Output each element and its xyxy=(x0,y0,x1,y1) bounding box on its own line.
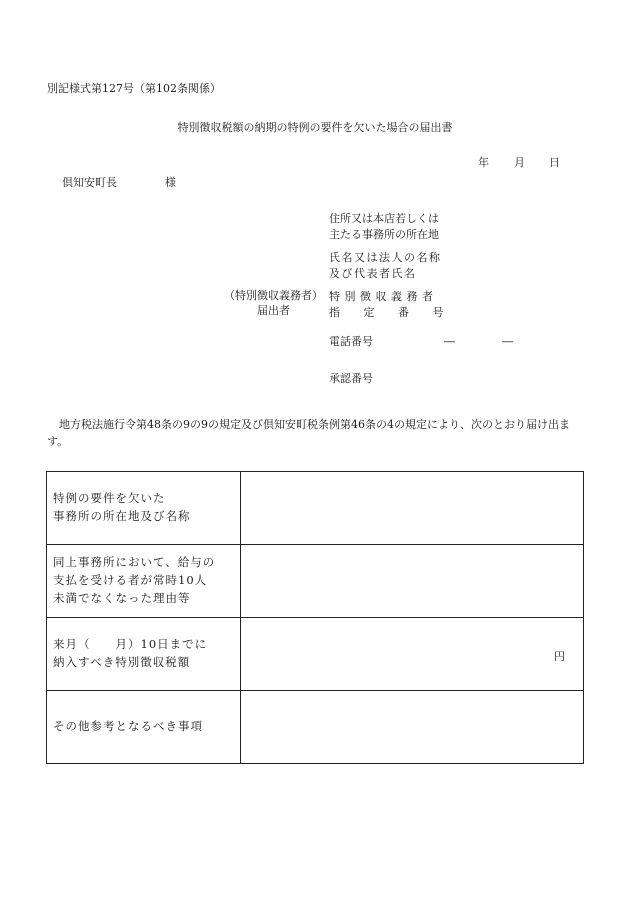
phone-label: 電話番号 xyxy=(329,335,373,348)
row-label-line: 納入すべき特別徴収税額 xyxy=(53,655,191,669)
row-label-reason xyxy=(47,545,241,618)
yen-unit: 円 xyxy=(554,650,565,663)
row-label-line: 来月（ 月）10日までに xyxy=(53,637,208,652)
date-month-label: 月 xyxy=(514,156,525,169)
notification-table xyxy=(46,471,584,764)
approval-number-label: 承認番号 xyxy=(329,372,373,385)
address-label-line2: 主たる事務所の所在地 xyxy=(329,227,439,241)
role-label-line1: （特別徴収義務者） xyxy=(224,289,323,302)
row-label-line: 事務所の所在地及び名称 xyxy=(53,509,191,523)
table-row xyxy=(47,691,584,764)
row-label-tax-amount xyxy=(47,618,241,691)
row-label-line: その他参考となるべき事項 xyxy=(53,719,203,734)
date-year-label: 年 xyxy=(478,156,489,169)
table-row xyxy=(47,545,584,618)
row-label-office xyxy=(47,472,241,545)
row-label-line: 未満でなくなった理由等 xyxy=(53,590,191,605)
phone-separator: ― xyxy=(444,335,455,348)
designation-label-line2: 指 定 番 号 xyxy=(329,305,444,319)
office-value-cell[interactable] xyxy=(241,472,584,545)
name-label-line2: 及び代表者氏名 xyxy=(329,266,417,280)
addressee-name: 倶知安町長 xyxy=(62,176,117,189)
row-label-line: 支払を受ける者が常時10人 xyxy=(53,573,208,588)
designation-label-line1: 特 別 徴 収 義 務 者 xyxy=(329,290,434,303)
row-label-line: 同上事務所において、給与の xyxy=(53,555,216,570)
row-label-line: 特例の要件を欠いた xyxy=(53,491,166,506)
name-label-line1: 氏名又は法人の名称 xyxy=(329,251,442,264)
date-day-label: 日 xyxy=(549,156,560,169)
statement-paragraph xyxy=(47,416,587,450)
form-reference: 別記様式第127号（第102条関係） xyxy=(47,82,221,95)
addressee-honorific: 様 xyxy=(165,176,176,189)
other-value-cell[interactable] xyxy=(241,691,584,764)
reason-value-cell[interactable] xyxy=(241,545,584,618)
address-label xyxy=(329,211,439,243)
document-title: 特別徴収税額の納期の特例の要件を欠いた場合の届出書 xyxy=(177,121,453,134)
role-label xyxy=(224,289,323,319)
table-row xyxy=(47,618,584,691)
address-label-line1: 住所又は本店若しくは xyxy=(329,212,439,225)
statement-text: 地方税法施行令第48条の9の9の規定及び倶知安町税条例第46条の4の規定により、次のとおり届け出ます。 xyxy=(47,418,570,449)
table-row xyxy=(47,472,584,545)
tax-amount-value-cell[interactable] xyxy=(241,618,584,691)
designation-label xyxy=(329,289,444,321)
phone-separator: ― xyxy=(502,335,513,348)
name-label xyxy=(329,250,442,282)
row-label-other xyxy=(47,691,241,764)
role-label-line2: 届出者 xyxy=(257,303,290,317)
